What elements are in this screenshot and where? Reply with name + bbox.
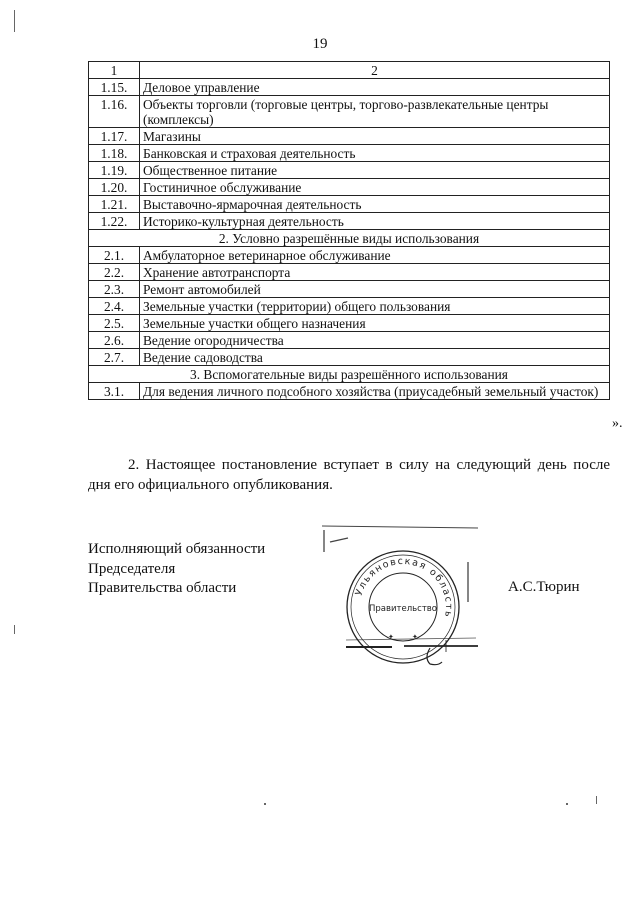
- closing-quote: ».: [612, 416, 623, 431]
- row-number: 1.22.: [89, 213, 140, 230]
- signatory-title-line: Председателя: [88, 560, 176, 577]
- table-section-row: [89, 230, 610, 247]
- scan-mark: [596, 796, 597, 804]
- row-description: Для ведения личного подсобного хозяйства (приусадебный земельный участок): [140, 383, 610, 400]
- table-row: [89, 247, 610, 264]
- row-number: 1.15.: [89, 79, 140, 96]
- row-number: 1.20.: [89, 179, 140, 196]
- scan-mark: [566, 803, 568, 805]
- table-row: [89, 298, 610, 315]
- table-row: [89, 96, 610, 128]
- row-description: Магазины: [140, 128, 610, 145]
- row-description: Общественное питание: [140, 162, 610, 179]
- row-number: 1.17.: [89, 128, 140, 145]
- row-number: 3.1.: [89, 383, 140, 400]
- row-description: Земельные участки (территории) общего пользования: [140, 298, 610, 315]
- table-row: [89, 162, 610, 179]
- row-number: 2.7.: [89, 349, 140, 366]
- table-row: [89, 383, 610, 400]
- signatory-name: А.С.Тюрин: [508, 579, 580, 595]
- seal-center-text: Правительство: [369, 604, 437, 614]
- scan-mark: [14, 625, 15, 634]
- section-heading: 2. Условно разрешённые виды использования: [89, 230, 610, 247]
- row-description: Объекты торговли (торговые центры, торгово-развлекательные центры (комплексы): [140, 96, 610, 128]
- table-row: [89, 315, 610, 332]
- section-heading: 3. Вспомогательные виды разрешённого использования: [89, 366, 610, 383]
- land-use-table: [88, 61, 610, 400]
- table-row: [89, 196, 610, 213]
- table-row: [89, 332, 610, 349]
- table-row: [89, 79, 610, 96]
- seal-ring-text: Ульяновская область: [353, 555, 455, 620]
- row-description: Выставочно-ярмарочная деятельность: [140, 196, 610, 213]
- svg-text:✦: ✦: [388, 633, 394, 641]
- row-description: Ремонт автомобилей: [140, 281, 610, 298]
- resolution-paragraph: 2. Настоящее постановление вступает в силу на следующий день после дня его официального опубликования.: [88, 457, 610, 493]
- table-header-row: [89, 62, 610, 79]
- column-header-description: 2: [140, 62, 610, 79]
- scan-mark: [264, 803, 266, 805]
- row-number: 1.16.: [89, 96, 140, 128]
- column-header-number: 1: [89, 62, 140, 79]
- svg-text:✦: ✦: [412, 633, 418, 641]
- row-description: Историко-культурная деятельность: [140, 213, 610, 230]
- table-row: [89, 179, 610, 196]
- row-description: Деловое управление: [140, 79, 610, 96]
- table-section-row: [89, 366, 610, 383]
- table-row: [89, 281, 610, 298]
- row-description: Ведение садоводства: [140, 349, 610, 366]
- row-description: Гостиничное обслуживание: [140, 179, 610, 196]
- row-number: 2.6.: [89, 332, 140, 349]
- row-number: 2.2.: [89, 264, 140, 281]
- table-row: [89, 264, 610, 281]
- table-row: [89, 145, 610, 162]
- table-body: [89, 62, 610, 400]
- row-number: 2.3.: [89, 281, 140, 298]
- row-number: 2.4.: [89, 298, 140, 315]
- table-row: [89, 349, 610, 366]
- row-number: 1.21.: [89, 196, 140, 213]
- row-description: Земельные участки общего назначения: [140, 315, 610, 332]
- scan-mark: [14, 10, 15, 32]
- signatory-title: [88, 540, 265, 599]
- row-number: 1.19.: [89, 162, 140, 179]
- row-number: 2.1.: [89, 247, 140, 264]
- signatory-title-line: Правительства области: [88, 580, 237, 596]
- row-description: Хранение автотранспорта: [140, 264, 610, 281]
- row-number: 1.18.: [89, 145, 140, 162]
- table-row: [89, 213, 610, 230]
- row-description: Ведение огородничества: [140, 332, 610, 349]
- row-description: Банковская и страховая деятельность: [140, 145, 610, 162]
- official-seal-stamp: [318, 522, 488, 672]
- signatory-title-line: Исполняющий обязанности: [88, 541, 266, 557]
- page-number: 19: [312, 36, 328, 52]
- row-number: 2.5.: [89, 315, 140, 332]
- table-row: [89, 128, 610, 145]
- row-description: Амбулаторное ветеринарное обслуживание: [140, 247, 610, 264]
